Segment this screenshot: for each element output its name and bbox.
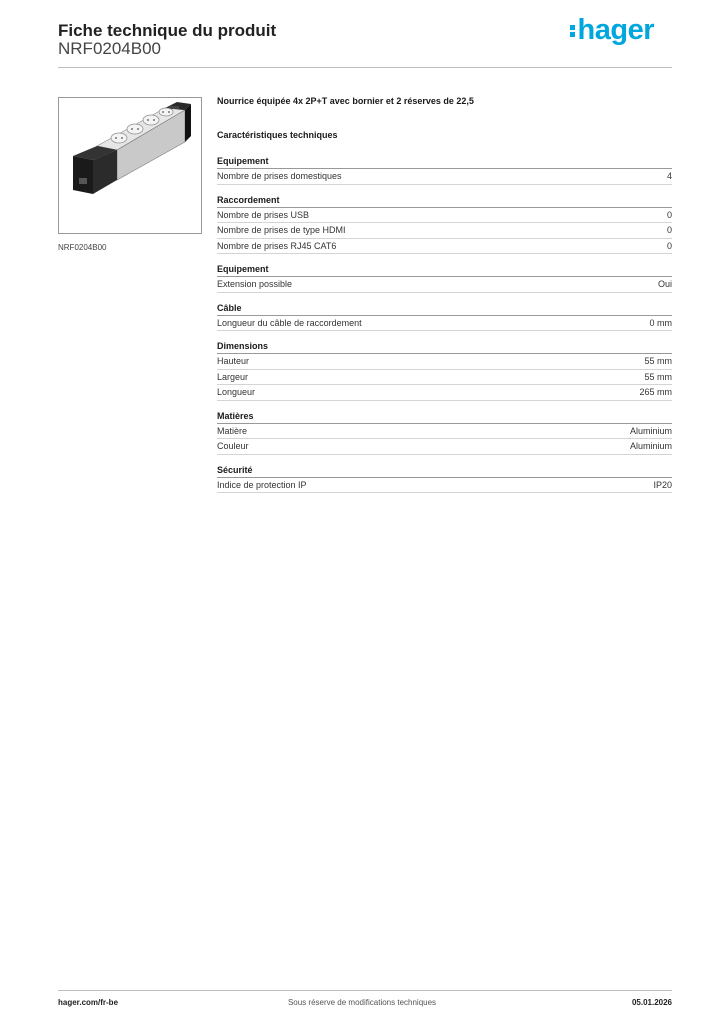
spec-value: 55 mm xyxy=(644,356,672,366)
spec-row xyxy=(217,208,672,224)
spec-label: Couleur xyxy=(217,441,249,451)
section-title: Equipement xyxy=(217,264,672,277)
spec-value: 0 xyxy=(666,225,672,235)
logo-text: hager xyxy=(577,14,654,46)
spec-row xyxy=(217,370,672,386)
spec-label: Matière xyxy=(217,425,248,436)
spec-label: Hauteur xyxy=(217,356,250,366)
section-title: Equipement xyxy=(217,156,672,169)
spec-value: 0 mm xyxy=(649,317,672,328)
footer-website-link[interactable]: hager.com/fr-be xyxy=(58,998,119,1007)
spec-value: Aluminium xyxy=(629,425,672,436)
spec-value: 0 xyxy=(666,240,672,251)
spec-label: Nombre de prises USB xyxy=(217,209,310,220)
page-title: Fiche technique du produit xyxy=(58,21,277,40)
spec-row xyxy=(217,169,672,185)
hager-logo xyxy=(570,14,654,47)
spec-section-matieres xyxy=(217,411,672,455)
spec-row xyxy=(217,316,672,332)
product-image xyxy=(58,97,202,234)
spec-section-raccordement xyxy=(217,195,672,255)
spec-label: Nombre de prises de type HDMI xyxy=(217,225,346,235)
spec-label: Nombre de prises RJ45 CAT6 xyxy=(217,240,337,251)
spec-value: 55 mm xyxy=(644,371,672,382)
spec-section-securite xyxy=(217,465,672,494)
product-code: NRF0204B00 xyxy=(58,39,162,58)
section-title: Câble xyxy=(217,303,672,316)
spec-label: Extension possible xyxy=(217,279,293,289)
product-specs xyxy=(217,96,672,503)
spec-row xyxy=(217,385,672,401)
spec-label: Longueur xyxy=(217,387,256,397)
spec-section-equipement xyxy=(217,156,672,185)
spec-value: 265 mm xyxy=(639,387,672,397)
spec-row xyxy=(217,424,672,440)
footer-date: 05.01.2026 xyxy=(631,998,672,1007)
section-title: Matières xyxy=(217,411,672,424)
spec-value: IP20 xyxy=(653,479,672,490)
spec-value: 0 xyxy=(666,209,672,220)
specs-heading: Caractéristiques techniques xyxy=(217,130,338,140)
spec-label: Longueur du câble de raccordement xyxy=(217,317,362,328)
product-image-caption: NRF0204B00 xyxy=(58,243,107,252)
section-title: Raccordement xyxy=(217,195,672,208)
spec-label: Indice de protection IP xyxy=(217,479,307,490)
spec-value: 4 xyxy=(666,171,672,181)
spec-value: Oui xyxy=(657,279,672,289)
logo-dots-icon xyxy=(570,23,576,39)
spec-label: Nombre de prises domestiques xyxy=(217,171,342,181)
spec-value: Aluminium xyxy=(629,441,672,451)
spec-section-dimensions xyxy=(217,341,672,401)
spec-row xyxy=(217,354,672,370)
header-divider xyxy=(58,67,672,68)
power-strip-icon xyxy=(59,98,201,233)
spec-row xyxy=(217,439,672,455)
section-title: Dimensions xyxy=(217,341,672,354)
spec-row xyxy=(217,223,672,239)
footer-disclaimer: Sous réserve de modifications techniques xyxy=(287,998,437,1007)
spec-section-cable xyxy=(217,303,672,332)
product-description: Nourrice équipée 4x 2P+T avec bornier et 2 réserves de 22,5 xyxy=(217,96,474,106)
spec-row xyxy=(217,277,672,293)
spec-row xyxy=(217,478,672,494)
footer-divider xyxy=(58,990,672,991)
spec-row xyxy=(217,239,672,255)
spec-section-equipement-2 xyxy=(217,264,672,293)
section-title: Sécurité xyxy=(217,465,672,478)
spec-label: Largeur xyxy=(217,371,249,382)
